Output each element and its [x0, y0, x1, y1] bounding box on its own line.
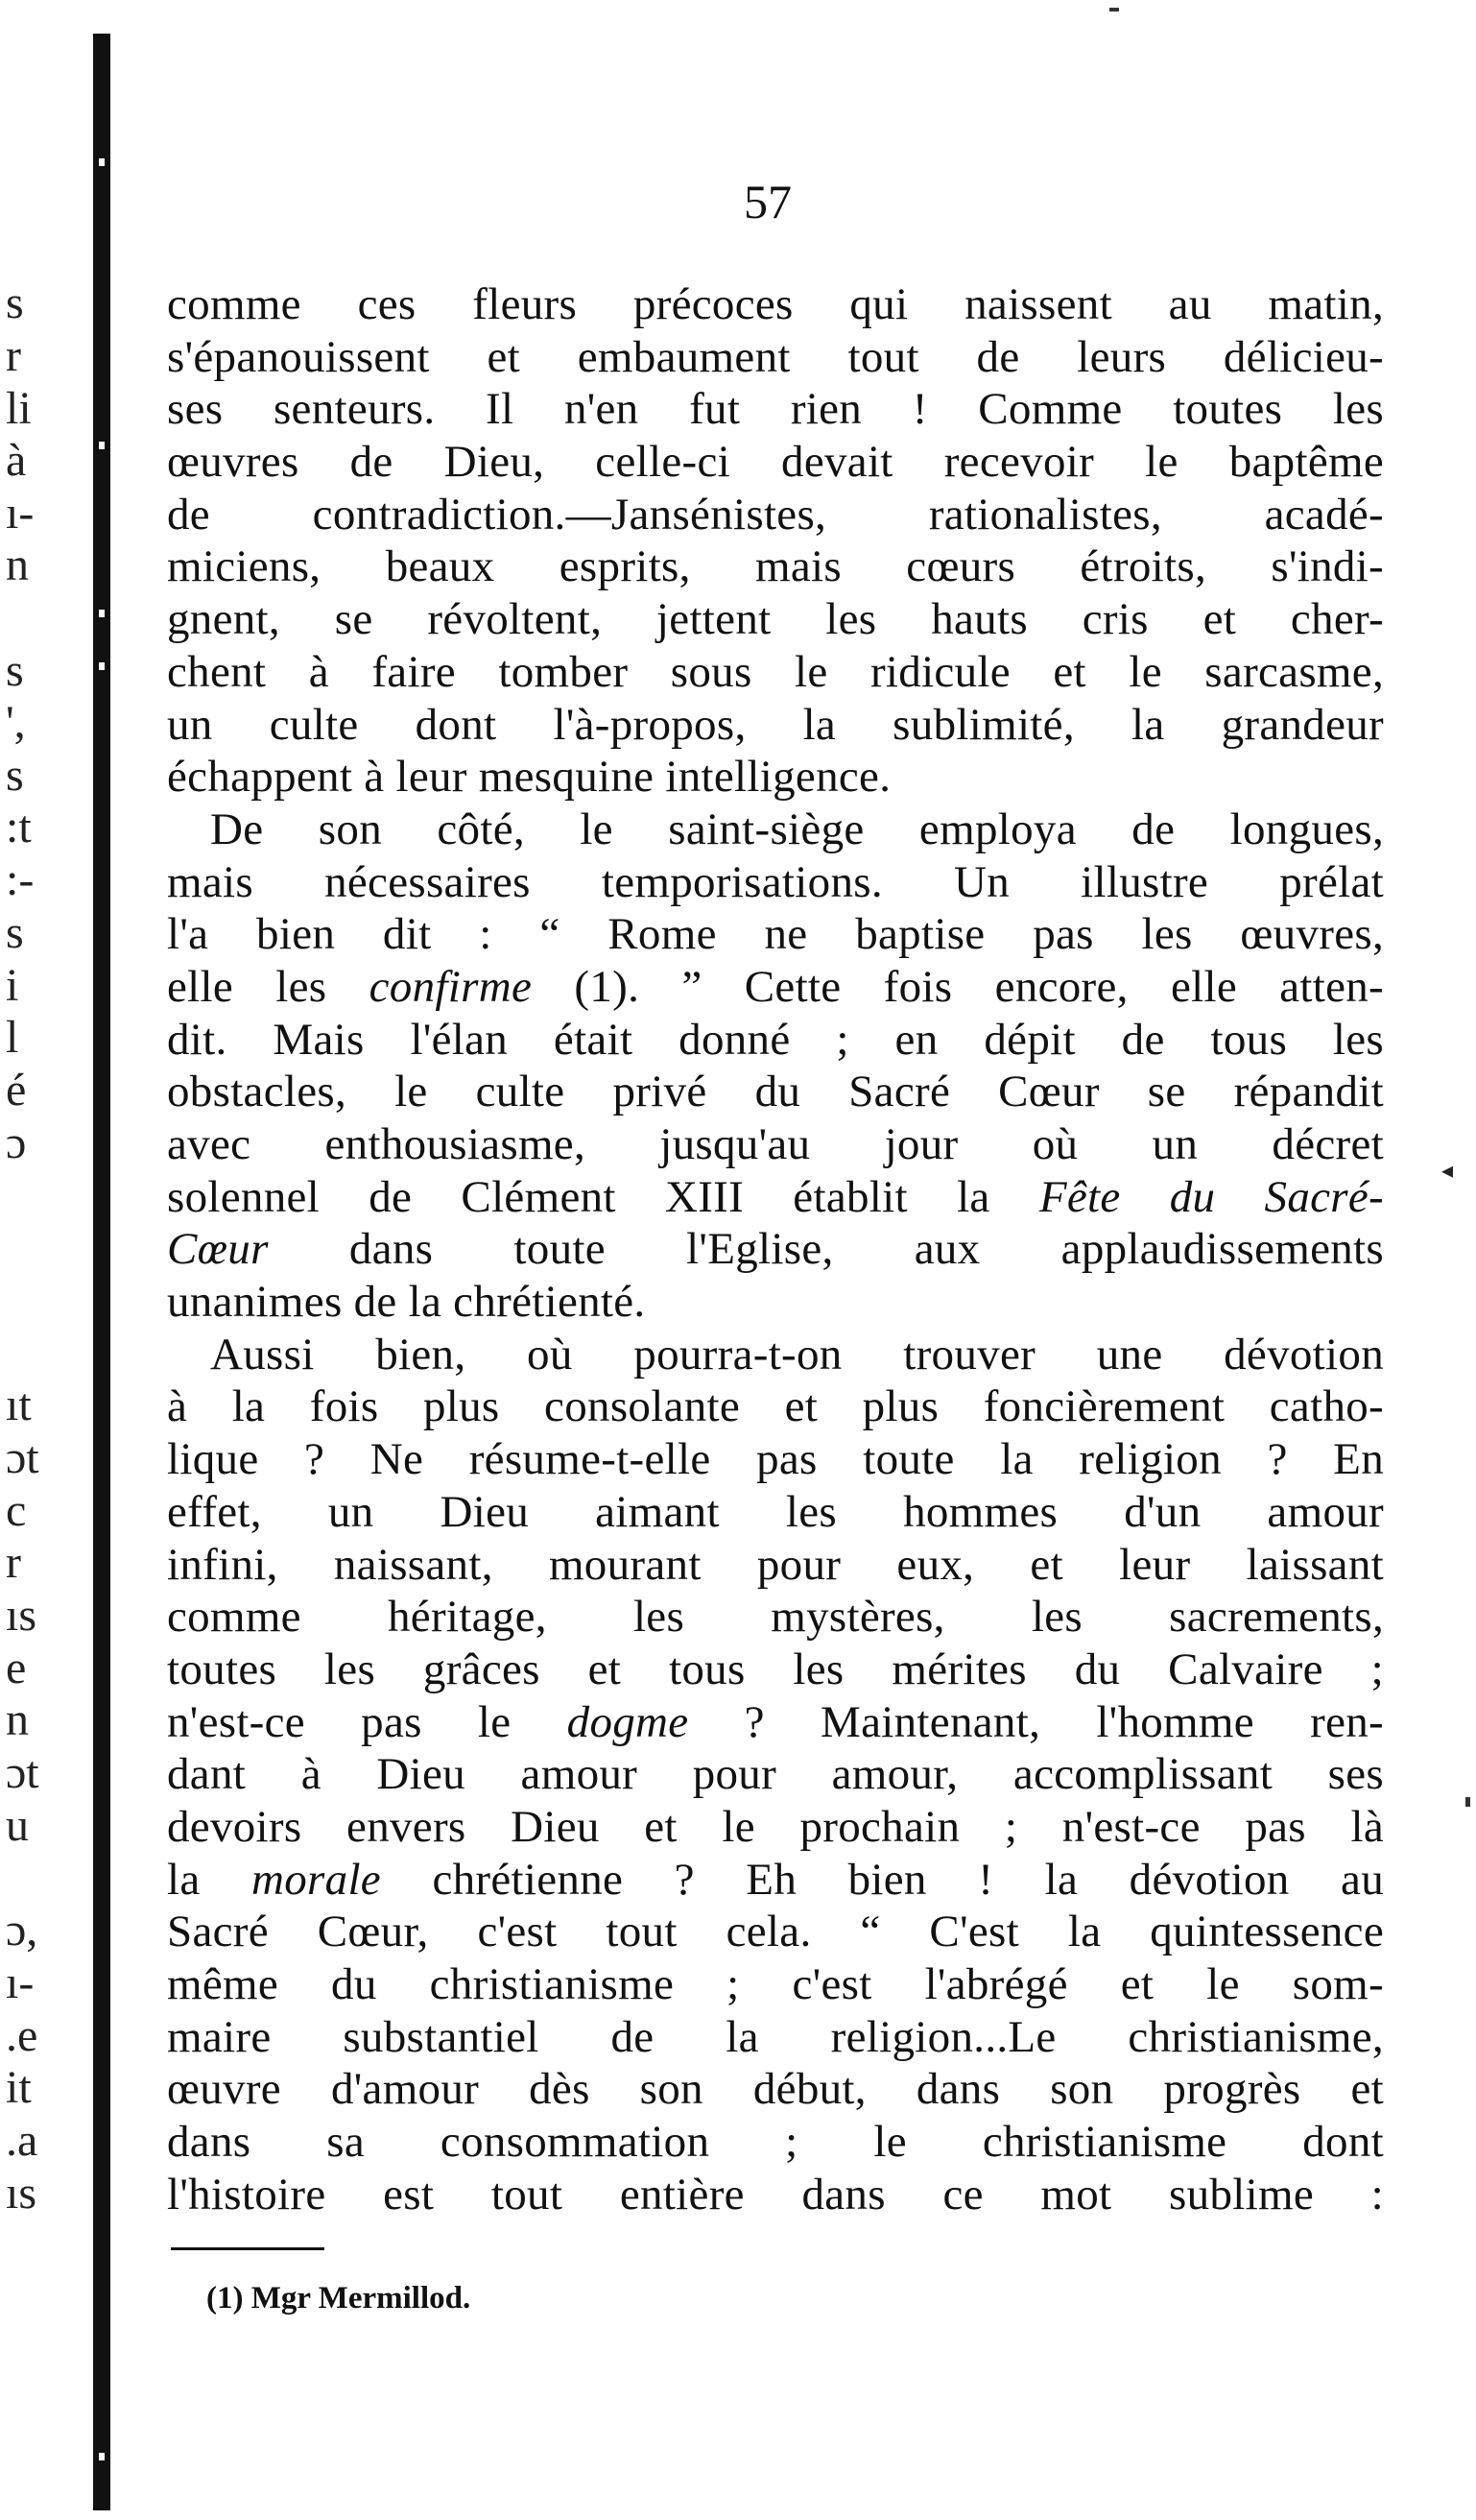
- text-line: infini, naissant, mourant pour eux, et leur laissant: [167, 1539, 1384, 1590]
- italic-word: Cœur: [167, 1224, 269, 1275]
- bleed-fragment: c: [6, 1485, 27, 1536]
- text-line: [167, 1223, 1384, 1276]
- bleed-fragment: n: [6, 1694, 29, 1745]
- text-line: chent à faire tomber sous le ridicule et le sarcasme,: [167, 646, 1384, 697]
- gutter-mark: [99, 442, 105, 449]
- text-run: solennel de Clément XIII établit la: [167, 1171, 1039, 1222]
- text-run: (1). ” Cette fois encore, elle atten-: [532, 961, 1385, 1012]
- text-line: œuvres de Dieu, celle-ci devait recevoir le baptême: [167, 437, 1384, 488]
- text-line: Sacré Cœur, c'est tout cela. “ C'est la quintessence: [167, 1907, 1384, 1957]
- text-line: toutes les grâces et tous les mérites du Calvaire ;: [167, 1644, 1384, 1694]
- bleed-fragment: s: [6, 750, 24, 801]
- bleed-fragment: ɔ,: [6, 1905, 38, 1956]
- text-line: même du christianisme ; c'est l'abrégé et le som-: [167, 1959, 1384, 2009]
- text-line: [167, 1171, 1384, 1224]
- text-line: effet, un Dieu aimant les hommes d'un amour: [167, 1486, 1384, 1537]
- bleed-fragment: ɔ: [6, 1117, 27, 1168]
- italic-word: dogme: [566, 1696, 689, 1747]
- body-text: [167, 278, 1384, 2220]
- bleed-fragment: r: [6, 1537, 21, 1588]
- text-line: devoirs envers Dieu et le prochain ; n'est-ce pas là: [167, 1801, 1384, 1852]
- text-line: l'a bien dit : “ Rome ne baptise pas les œuvres,: [167, 909, 1384, 960]
- bleed-fragment: s: [6, 645, 24, 696]
- text-line: à la fois plus consolante et plus foncièrement catho-: [167, 1381, 1384, 1432]
- bleed-fragment: i: [6, 960, 19, 1011]
- text-line: dans sa consommation ; le christianisme dont: [167, 2117, 1384, 2168]
- text-line: échappent à leur mesquine intelligence.: [167, 752, 892, 803]
- binding-gutter-bar: [93, 34, 110, 2510]
- scan-speck: [1109, 8, 1119, 12]
- text-line: De son côté, le saint-siège employa de longues,: [210, 804, 1384, 854]
- text-line: de contradiction.—Jansénistes, rationalistes, acadé-: [167, 489, 1384, 540]
- text-line: ses senteurs. Il n'en fut rien ! Comme toutes les: [167, 384, 1384, 435]
- bleed-fragment: e: [6, 1643, 27, 1693]
- bleed-fragment: ',: [6, 697, 26, 748]
- bleed-fragment: .a: [6, 2115, 38, 2166]
- bleed-fragment: n: [6, 540, 29, 590]
- text-line: [167, 1854, 1384, 1907]
- text-line: maire substantiel de la religion...Le christianisme,: [167, 2011, 1384, 2062]
- bleed-fragment: it: [6, 2062, 32, 2113]
- bleed-fragment: ı-: [6, 1957, 35, 2008]
- bleed-fragment: r: [6, 330, 21, 381]
- text-line: Aussi bien, où pourra-t-on trouver une dévotion: [210, 1329, 1384, 1380]
- bleed-fragment: à: [6, 435, 27, 486]
- italic-word: confirme: [369, 961, 533, 1012]
- text-run: chrétienne ? Eh bien ! la dévotion au: [380, 1854, 1384, 1905]
- bleed-fragment: ıt: [6, 1380, 32, 1430]
- text-run: ? Maintenant, l'homme ren-: [688, 1696, 1384, 1747]
- text-run: n'est-ce pas le: [167, 1696, 567, 1747]
- text-run: elle les: [167, 961, 369, 1012]
- bleed-fragment: ɔt: [6, 1747, 39, 1798]
- text-line: gnent, se révoltent, jettent les hauts cris et cher-: [167, 594, 1384, 645]
- bleed-fragment: .e: [6, 2010, 38, 2061]
- text-line: lique ? Ne résume-t-elle pas toute la religion ? En: [167, 1434, 1384, 1485]
- bleed-fragment: u: [6, 1800, 29, 1851]
- text-line: un culte dont l'à-propos, la sublimité, la grandeur: [167, 699, 1384, 750]
- bleed-fragment: li: [6, 383, 32, 434]
- text-line: l'histoire est tout entière dans ce mot sublime :: [167, 2169, 1384, 2220]
- gutter-mark: [99, 610, 105, 617]
- text-line: comme héritage, les mystères, les sacrements,: [167, 1592, 1384, 1643]
- text-line: dant à Dieu amour pour amour, accomplissant ses: [167, 1749, 1384, 1800]
- gutter-mark: [99, 662, 105, 670]
- text-run: dans toute l'Eglise, aux applaudissements: [268, 1224, 1384, 1275]
- italic-word: morale: [251, 1854, 381, 1905]
- bleed-fragment: ıs: [6, 1590, 37, 1641]
- gutter-mark: [99, 158, 105, 166]
- bleed-fragment: :-: [6, 854, 35, 905]
- bleed-fragment: ɔt: [6, 1432, 39, 1483]
- text-line: comme ces fleurs précoces qui naissent au matin,: [167, 279, 1384, 329]
- text-line: s'épanouissent et embaument tout de leurs délicieu-: [167, 331, 1384, 382]
- text-line: obstacles, le culte privé du Sacré Cœur se répandit: [167, 1067, 1384, 1117]
- bleed-fragment: s: [6, 277, 24, 328]
- text-line: [167, 1696, 1384, 1749]
- text-run: la: [167, 1854, 252, 1905]
- text-line: avec enthousiasme, jusqu'au jour où un décret: [167, 1119, 1384, 1169]
- gutter-mark: [99, 2453, 105, 2460]
- footnote-rule: [171, 2247, 324, 2250]
- bleed-fragment: ı-: [6, 488, 35, 539]
- footnote: (1) Mgr Mermillod.: [206, 2281, 471, 2316]
- bleed-fragment: é: [6, 1065, 27, 1116]
- text-line: miciens, beaux esprits, mais cœurs étroits, s'indi-: [167, 541, 1384, 592]
- bleed-fragment: :t: [6, 802, 32, 852]
- page-number: 57: [744, 175, 792, 228]
- text-line: unanimes de la chrétienté.: [167, 1277, 646, 1328]
- bleed-fragment: s: [6, 907, 24, 958]
- text-line: œuvre d'amour dès son début, dans son progrès et: [167, 2064, 1384, 2115]
- margin-mark: ◂: [1441, 1159, 1454, 1184]
- scan-speck: [1465, 1797, 1470, 1807]
- italic-phrase: Fête du Sacré-: [1038, 1171, 1384, 1222]
- bleed-fragment: ıs: [6, 2168, 37, 2219]
- text-line: [167, 961, 1384, 1014]
- bleed-fragment: l: [6, 1012, 19, 1063]
- text-line: dit. Mais l'élan était donné ; en dépit de tous les: [167, 1014, 1384, 1065]
- text-line: mais nécessaires temporisations. Un illustre prélat: [167, 856, 1384, 907]
